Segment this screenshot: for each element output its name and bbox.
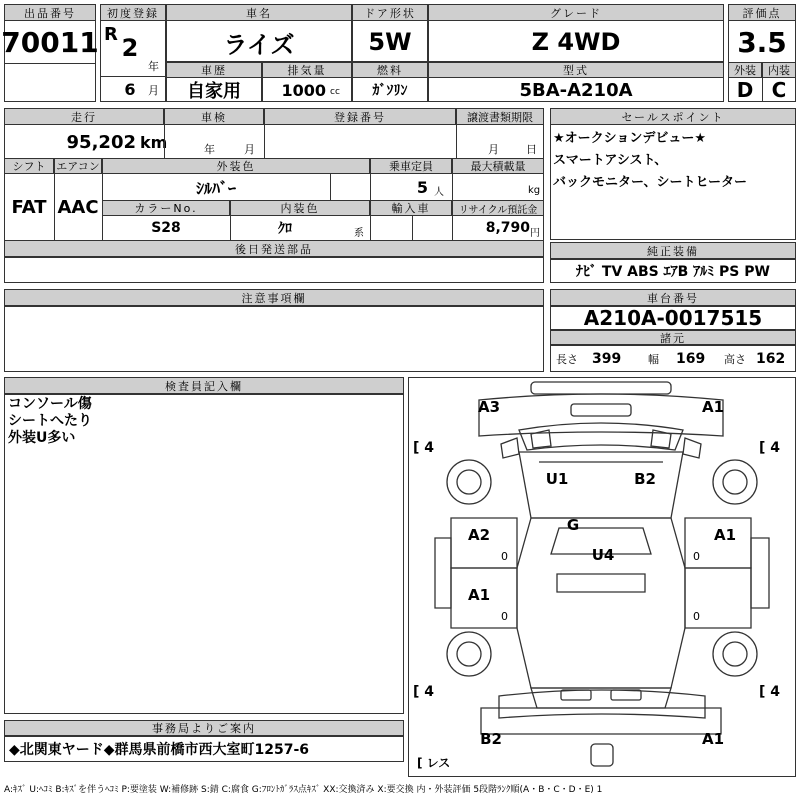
interior-color-unit: 系	[354, 227, 364, 239]
damage-rear-left: B2	[480, 730, 502, 748]
recycle-unit: 円	[530, 227, 540, 239]
capacity-unit: 人	[434, 186, 444, 198]
door-type: 5W	[368, 28, 412, 56]
inspector-label: 検査員記入欄	[4, 377, 404, 394]
int-score: C	[771, 78, 787, 102]
shift-label: シフト	[4, 158, 54, 174]
specs-label: 諸元	[550, 330, 796, 345]
first-reg-year: 2	[121, 34, 139, 62]
damage-right-front-door: A1	[713, 526, 737, 544]
score-value: 3.5	[737, 25, 787, 59]
transfer-label: 譲渡書類期限	[456, 108, 544, 125]
inspection-month-unit: 月	[244, 143, 255, 156]
fuel-label: 燃料	[352, 62, 428, 78]
damage-left-front-door: A2	[467, 526, 491, 544]
chassis-number: A210A-0017515	[550, 306, 796, 330]
spare-tire: [ レス	[417, 756, 451, 770]
fuel: ｶﾞｿﾘﾝ	[372, 83, 408, 99]
interior-color: ｸﾛ	[278, 221, 292, 237]
car-outline-svg	[409, 378, 795, 776]
first-reg-month: 6	[124, 79, 136, 99]
damage-glass: G	[566, 516, 580, 534]
score-label: 評価点	[728, 4, 796, 21]
damage-left-rear-door: A1	[467, 586, 491, 604]
history-label: 車歴	[166, 62, 262, 78]
inspection-year-unit: 年	[204, 143, 215, 156]
max-load-unit: kg	[528, 184, 541, 196]
door-label: ドア形状	[352, 4, 428, 21]
first-reg-label: 初度登録	[100, 4, 166, 21]
width: 169	[676, 351, 706, 367]
length: 399	[592, 351, 622, 367]
lot-label: 出品番号	[4, 4, 96, 21]
later-parts-box	[4, 257, 544, 283]
tire-rear-right: [ 4	[759, 684, 781, 700]
damage-seat-right: B2	[634, 470, 656, 488]
height: 162	[756, 351, 786, 367]
first-reg-era: R	[104, 23, 118, 45]
office-notice: ◆北関東ヤード◆群馬県前橋市西大室町1257-6	[4, 736, 404, 762]
mileage-unit: km	[140, 132, 168, 152]
inspector-notes: コンソール傷 シートへたり 外装U多い	[8, 396, 92, 446]
office-label: 事務局よりご案内	[4, 720, 404, 736]
equipment-label: 純正装備	[550, 242, 796, 259]
equipment: ﾅﾋﾞ TV ABS ｴｱB ｱﾙﾐ PS PW	[550, 259, 796, 283]
exterior-color: ｼﾙﾊﾞｰ	[195, 178, 236, 198]
color-no-label: カラーNo.	[102, 200, 230, 216]
model-label: 型式	[428, 62, 724, 78]
damage-front-left: A3	[477, 398, 501, 416]
displacement-unit: cc	[330, 87, 340, 97]
tire-front-left: [ 4	[413, 440, 435, 456]
int-score-label: 内装	[762, 62, 796, 78]
notes-box	[4, 306, 544, 372]
tire-front-right: [ 4	[759, 440, 781, 456]
ext-score-label: 外装	[728, 62, 762, 78]
damage-floor: U4	[591, 546, 615, 564]
capacity-label: 乗車定員	[370, 158, 452, 174]
car-diagram	[408, 377, 796, 777]
tire-rear-left: [ 4	[413, 684, 435, 700]
recycle-fee: 8,790	[485, 220, 530, 236]
sales-points-label: セールスポイント	[550, 108, 796, 125]
transfer-month-unit: 月	[488, 143, 499, 156]
notes-label: 注意事項欄	[4, 289, 544, 306]
recycle-label: リサイクル預託金	[452, 200, 544, 216]
damage-front-right: A1	[701, 398, 725, 416]
grade-label: グレード	[428, 4, 724, 21]
length-label: 長さ	[556, 353, 578, 366]
mileage: 95,202	[66, 131, 136, 153]
grade: Z 4WD	[531, 28, 621, 56]
color-no: S28	[151, 220, 181, 236]
ext-score: D	[736, 78, 754, 102]
later-parts-label: 後日発送部品	[4, 240, 544, 257]
shift: FAT	[11, 196, 47, 218]
damage-seat-left: U1	[545, 470, 569, 488]
history: 自家用	[187, 81, 241, 102]
aircon-label: エアコン	[54, 158, 102, 174]
zero-mark: 0	[693, 610, 700, 623]
import-label: 輸入車	[370, 200, 452, 216]
first-reg-month-unit: 月	[148, 84, 159, 97]
transfer-day-unit: 日	[526, 143, 537, 156]
width-label: 幅	[648, 353, 659, 366]
zero-mark: 0	[501, 610, 508, 623]
interior-color-label: 内装色	[230, 200, 370, 216]
sales-points: ★オークションデビュー★ スマートアシスト、 バックモニター、シートヒーター	[553, 131, 747, 190]
capacity: 5	[416, 177, 428, 197]
displacement-label: 排気量	[262, 62, 352, 78]
mileage-label: 走行	[4, 108, 164, 125]
exterior-color-label: 外装色	[102, 158, 370, 174]
inspection-label: 車検	[164, 108, 264, 125]
legend: A:ｷｽﾞ U:ﾍｺﾐ B:ｷｽﾞを伴うﾍｺﾐ P:要塗装 W:補修跡 S:錆 C:腐食 G:ﾌﾛﾝﾄｶﾞﾗｽ点ｷｽﾞ XX:交換済み X:要交換 内・外装評価 5段階ﾗﾝｸ順(A・B・C・D・E) 1	[4, 784, 603, 795]
chassis-label: 車台番号	[550, 289, 796, 306]
height-label: 高さ	[724, 353, 746, 366]
zero-mark: 0	[501, 550, 508, 563]
displacement: 1000	[281, 80, 326, 100]
car-name-label: 車名	[166, 4, 352, 21]
registration-label: 登録番号	[264, 108, 456, 125]
max-load-label: 最大積載量	[452, 158, 544, 174]
zero-mark: 0	[693, 550, 700, 563]
model-code: 5BA-A210A	[519, 79, 633, 101]
damage-rear-right: A1	[701, 730, 725, 748]
car-name: ライズ	[223, 30, 295, 59]
aircon: AAC	[57, 196, 99, 218]
first-reg-year-unit: 年	[148, 60, 159, 73]
lot-number: 70011	[1, 25, 99, 59]
